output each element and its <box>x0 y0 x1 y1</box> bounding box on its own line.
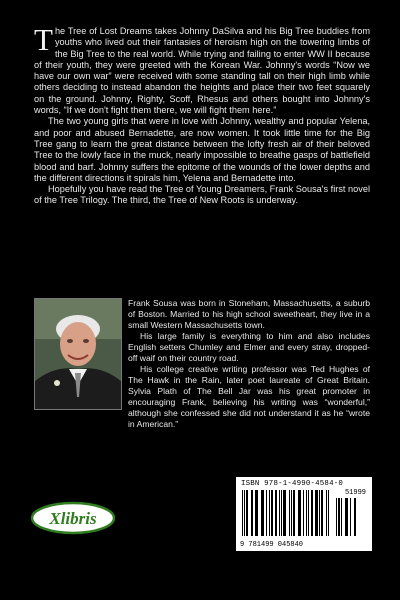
barcode-bar <box>275 490 277 536</box>
back-cover-synopsis <box>34 22 370 207</box>
barcode-bar <box>244 490 245 536</box>
isbn-text: ISBN 978-1-4990-4584-0 <box>241 480 343 488</box>
synopsis-paragraph-1-text: he Tree of Lost Dreams takes Johnny DaSilva and his Big Tree buddies from youths who lived out their fantasies of heroism high on the towering limbs of the Big Tree to the real world. While trying and failing to enter WW II because of their youth, they were greeted with the Korean War. Johnny's words “Now we have our own war” were received with some standing tall on their high limb while others deciding to instead abandon the heights and place their two feet squarely on the ground. Johnny, Righty, Scoff, Rhesus and others bought into Johnny's words, “If we don't fight them there, we will fight them here.” <box>34 26 370 116</box>
barcode-bar <box>255 490 258 536</box>
barcode-bar <box>350 498 351 536</box>
barcode-bar <box>303 490 304 536</box>
barcode-bar <box>328 490 329 536</box>
barcode-bar <box>299 490 301 536</box>
barcode-bar <box>355 498 356 536</box>
barcode-bar <box>346 498 348 536</box>
barcode-bar <box>281 490 282 536</box>
bio-paragraph-2: His large family is everything to him and also includes English setters Chumley and Elmer and every stray, dropped-off waif on their country road. <box>128 331 370 363</box>
barcode-bar <box>283 490 286 536</box>
author-bio <box>128 298 370 430</box>
barcode-bar <box>252 490 253 536</box>
xlibris-logo <box>30 500 116 536</box>
price-code: 51999 <box>344 489 366 497</box>
barcode-bar <box>308 490 309 536</box>
isbn-barcode <box>236 477 372 551</box>
bio-paragraph-3: His college creative writing professor was Ted Hughes of The Hawk in the Rain, later poet laureate of Great Britain. Sylvia Plath of The Bell Jar was his great promoter in encouraging Frank, believing his writing was “wonderful,” although she confessed she did not understand it as he “wrote in American.” <box>128 364 370 429</box>
barcode-bars <box>242 490 332 536</box>
author-photo <box>34 298 122 410</box>
barcode-bar <box>291 490 292 536</box>
synopsis-paragraph-3: Hopefully you have read the Tree of Young Dreamers, Frank Sousa's first novel of the Tree Trilogy. The third, the Tree of New Roots is underway. <box>34 184 370 206</box>
barcode-bar <box>319 490 320 536</box>
barcode-addon-bars <box>336 498 368 536</box>
drop-cap: T <box>34 22 53 57</box>
barcode-bar <box>341 498 342 536</box>
barcode-bar <box>271 490 273 536</box>
synopsis-paragraph-2: The two young girls that were in love with Johnny, wealthy and popular Yelena, and poor and abused Bernadette, are now women. It took little time for the Big Tree gang to learn the great distance between the lofty fresh air of their beloved Tree to the lowly face in the muck, nearly impossible to breathe gasps of battlefield blood and barf. Johnny suffers the epitome of the wounds of the lower depths and the different directions it spirals him, Yelena and Bernadette into. <box>34 116 370 183</box>
barcode-bar <box>266 490 267 536</box>
barcode-digits: 9 781499 045840 <box>240 541 304 549</box>
barcode-bar <box>246 490 248 536</box>
barcode-bar <box>315 490 318 536</box>
barcode-bar <box>311 490 313 536</box>
barcode-bar <box>293 490 295 536</box>
barcode-bar <box>262 490 264 536</box>
bio-paragraph-1: Frank Sousa was born in Stoneham, Massachusetts, a suburb of Boston. Married to his high school sweetheart, they live in a small Western Massachusetts town. <box>128 298 370 330</box>
barcode-bar <box>321 490 323 536</box>
publisher-logo-text: Xlibris <box>49 509 97 528</box>
synopsis-paragraph-1 <box>34 22 370 116</box>
barcode-bar <box>338 498 340 536</box>
